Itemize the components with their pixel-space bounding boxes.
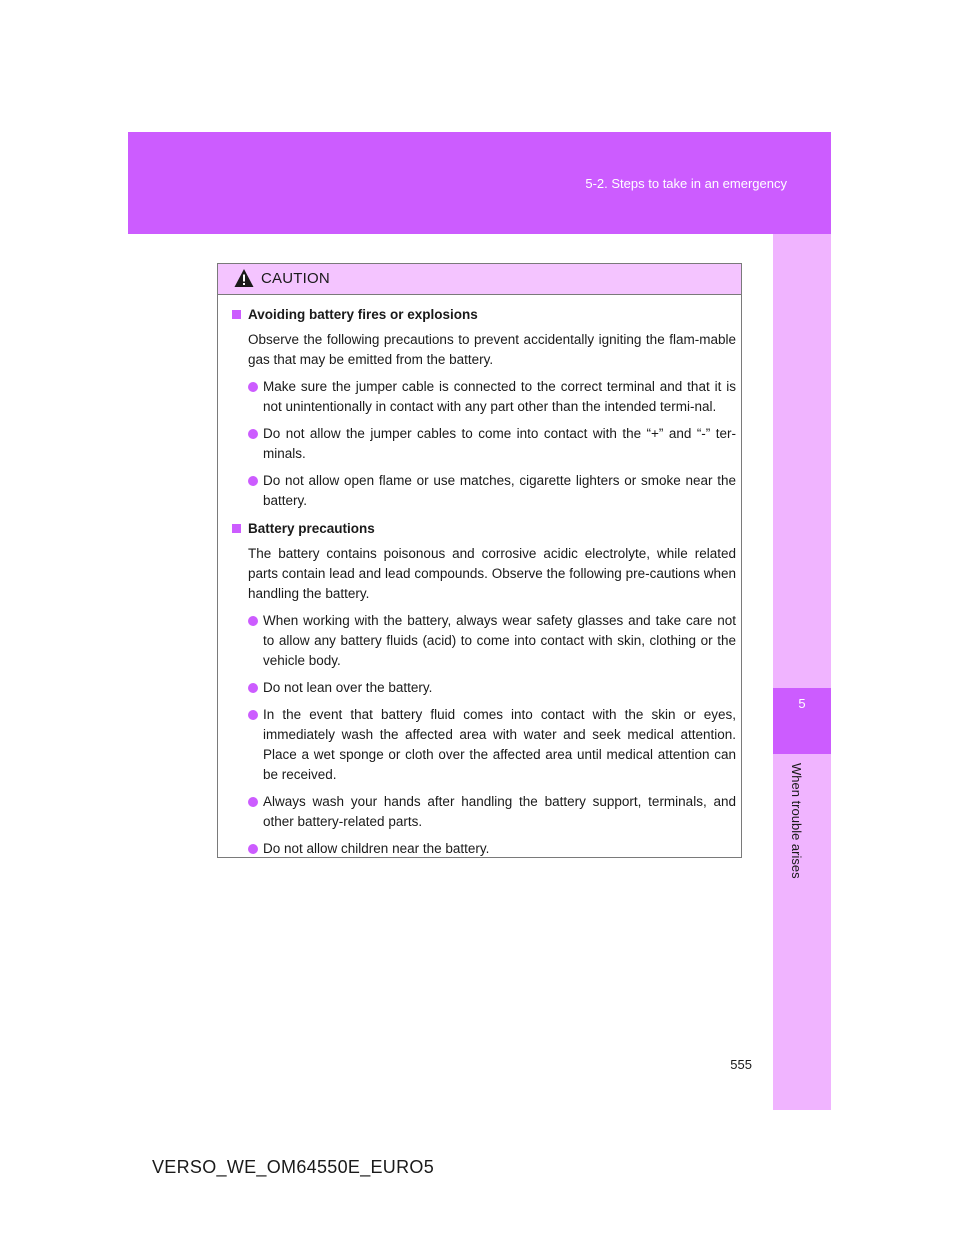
round-bullet-icon <box>248 683 258 693</box>
chapter-side-tab[interactable] <box>773 234 831 1110</box>
caution-title: CAUTION <box>261 270 330 287</box>
caution-box <box>217 263 742 858</box>
section-intro: Observe the following precautions to prevent accidentally igniting the flam-mable gas that may be emitted from the battery. <box>248 332 736 367</box>
section-intro: The battery contains poisonous and corrosive acidic electrolyte, while related parts contain lead and lead compounds. Observe the following pre-cautions when handling the battery. <box>248 546 736 601</box>
list-item: Do not allow the jumper cables to come into contact with the “+” and “-” ter-minals. <box>248 424 736 464</box>
round-bullet-icon <box>248 429 258 439</box>
document-code: VERSO_WE_OM64550E_EURO5 <box>152 1157 435 1177</box>
header-bar <box>128 132 831 234</box>
round-bullet-icon <box>248 616 258 626</box>
page-number: 555 <box>730 1057 752 1072</box>
chapter-number-block <box>773 688 831 754</box>
caution-section-fires <box>232 305 736 511</box>
list-item: Always wash your hands after handling the battery support, terminals, and other battery-related parts. <box>248 792 736 832</box>
list-item: In the event that battery fluid comes into contact with the skin or eyes, immediately wash the affected area with water and seek medical attention. Place a wet sponge or cloth over the affected area until medical attention can be received. <box>248 705 736 785</box>
round-bullet-icon <box>248 844 258 854</box>
section-heading: Avoiding battery fires or explosions <box>232 305 736 325</box>
round-bullet-icon <box>248 476 258 486</box>
section-title: 5-2. Steps to take in an emergency <box>585 176 787 191</box>
caution-body <box>218 295 741 859</box>
square-bullet-icon <box>232 310 241 319</box>
list-item: Do not allow children near the battery. <box>248 839 736 859</box>
round-bullet-icon <box>248 797 258 807</box>
round-bullet-icon <box>248 710 258 720</box>
list-item: Do not lean over the battery. <box>248 678 736 698</box>
square-bullet-icon <box>232 524 241 533</box>
round-bullet-icon <box>248 382 258 392</box>
warning-triangle-icon <box>234 268 254 288</box>
caution-section-precautions <box>232 519 736 859</box>
caution-header <box>218 264 741 295</box>
section-heading: Battery precautions <box>232 519 736 539</box>
list-item: Make sure the jumper cable is connected to the correct terminal and that it is not unintentionally in contact with any part other than the intended termi-nal. <box>248 377 736 417</box>
list-item: Do not allow open flame or use matches, cigarette lighters or smoke near the battery. <box>248 471 736 511</box>
list-item: When working with the battery, always wear safety glasses and take care not to allow any battery fluids (acid) to come into contact with skin, clothing or the vehicle body. <box>248 611 736 671</box>
chapter-number: 5 <box>798 696 806 711</box>
chapter-title: When trouble arises <box>789 763 804 879</box>
